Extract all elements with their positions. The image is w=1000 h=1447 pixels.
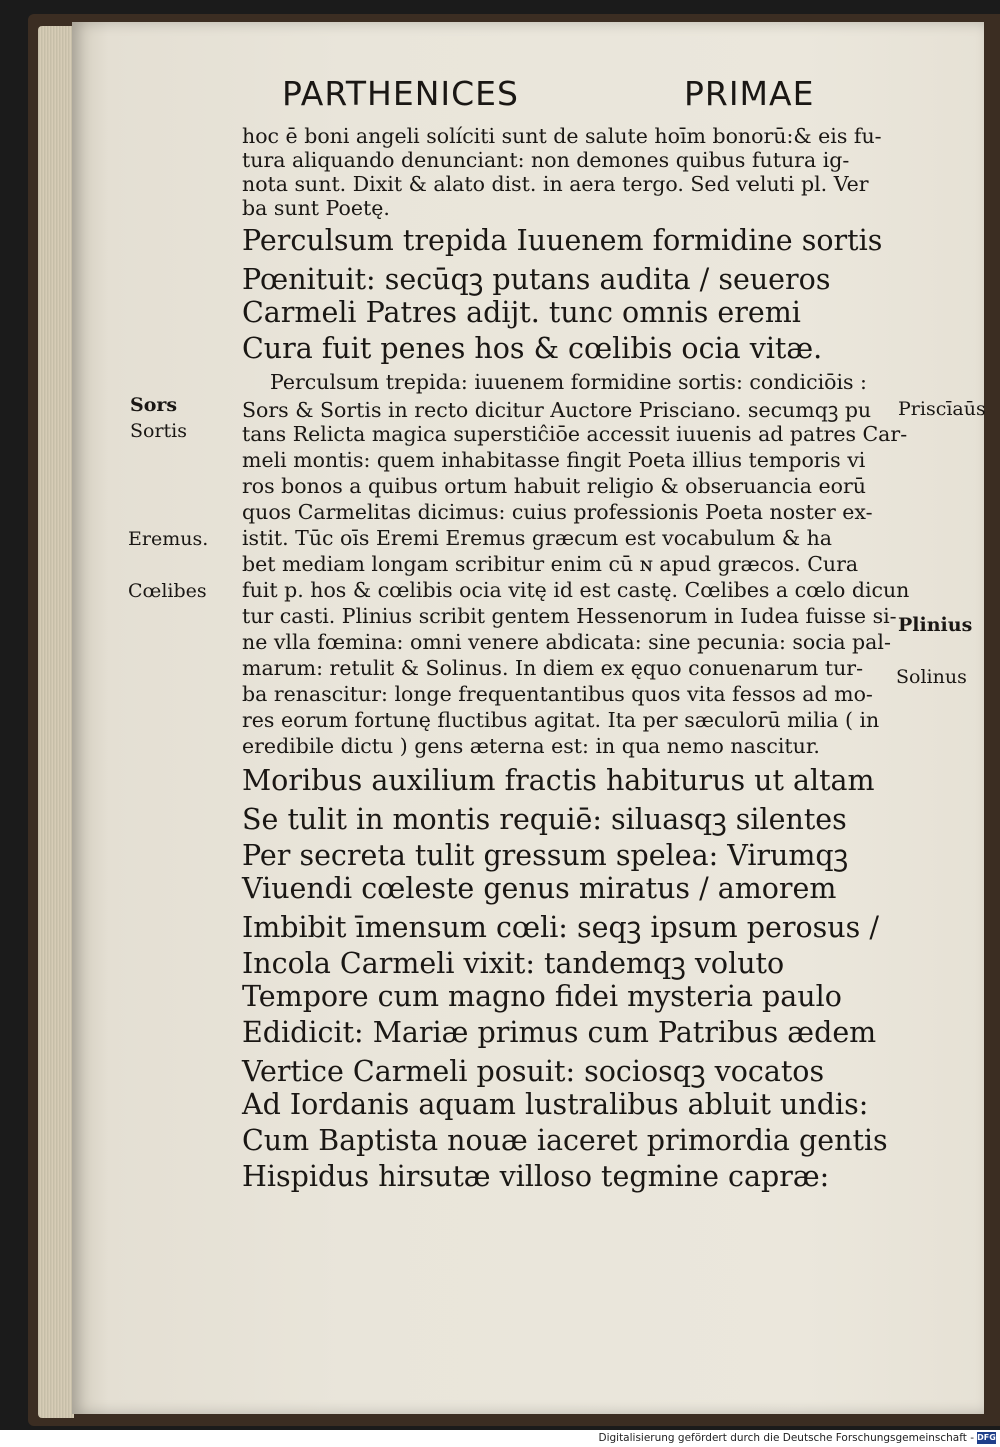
- commentary-line: quos Carmelitas dicimus: cuius professionis Poeta noster ex-: [242, 500, 873, 524]
- verse-line: Pœnituit: secūqꝫ putans audita / seueros: [242, 263, 831, 296]
- verse-line: Ad Iordanis aquam lustralibus abluit undis:: [242, 1088, 869, 1121]
- running-head-right: PRIMAE: [684, 74, 815, 113]
- commentary-line: tur casti. Plinius scribit gentem Hessenorum in Iudea fuisse si-: [242, 604, 897, 628]
- commentary-line: bet mediam longam scribitur enim cū ɴ apud græcos. Cura: [242, 552, 859, 576]
- verse-line: Viuendi cœleste genus miratus / amorem: [242, 872, 837, 905]
- commentary-line: ba sunt Poetę.: [242, 196, 390, 220]
- funding-credit: Digitalisierung gefördert durch die Deutsche Forschungsgemeinschaft -: [598, 1432, 974, 1444]
- commentary-line: ba renascitur: longe frequentantibus quos vita fessos ad mo-: [242, 682, 873, 706]
- margin-note-right: Priscīaūs: [898, 398, 986, 420]
- commentary-line: nota sunt. Dixit & alato dist. in aera tergo. Sed veluti pl. Ver: [242, 172, 869, 196]
- commentary-line: tura aliquando denunciant: non demones quibus futura ig-: [242, 148, 850, 172]
- running-head-left: PARTHENICES: [282, 74, 519, 113]
- commentary-line: eredibile dictu ) gens æterna est: in qua nemo nascitur.: [242, 734, 820, 758]
- verse-line: Cura fuit penes hos & cœlibis ocia vitæ.: [242, 332, 823, 365]
- margin-note-left: Cœlibes: [128, 580, 207, 602]
- verse-line: Se tulit in montis requiē: siluasqꝫ silentes: [242, 803, 847, 836]
- verse-line: Carmeli Patres adijt. tunc omnis eremi: [242, 296, 801, 329]
- margin-note-right: Plinius: [898, 614, 973, 636]
- commentary-line: ne vlla fœmina: omni venere abdicata: sine pecunia: socia pal-: [242, 630, 891, 654]
- commentary-line: Perculsum trepida: iuuenem formidine sortis: condiciōis :: [270, 370, 867, 394]
- page-edges: [38, 26, 74, 1418]
- dfg-logo-icon: DFG: [977, 1433, 996, 1442]
- verse-line: Cum Baptista nouæ iaceret primordia gentis: [242, 1124, 888, 1157]
- verse-line: Per secreta tulit gressum spelea: Virumqꝫ: [242, 839, 849, 872]
- margin-note-right: Solinus: [896, 666, 967, 688]
- verse-line: Moribus auxilium fractis habiturus ut altam: [242, 764, 875, 797]
- commentary-line: meli montis: quem inhabitasse fingit Poeta illius temporis vi: [242, 448, 866, 472]
- verse-line: Vertice Carmeli posuit: sociosqꝫ vocatos: [242, 1055, 825, 1088]
- commentary-line: marum: retulit & Solinus. In diem ex ęquo conuenarum tur-: [242, 656, 864, 680]
- commentary-line: hoc ē boni angeli solíciti sunt de salute hoīm bonorū:& eis fu-: [242, 124, 882, 148]
- margin-note-left: Eremus.: [128, 528, 209, 550]
- commentary-line: ros bonos a quibus ortum habuit religio & obseruancia eorū: [242, 474, 866, 498]
- verse-line: Hispidus hirsutæ villoso tegmine capræ:: [242, 1160, 830, 1193]
- verse-line: Incola Carmeli vixit: tandemqꝫ voluto: [242, 947, 785, 980]
- commentary-line: fuit p. hos & cœlibis ocia vitę id est castę. Cœlibes a cœlo dicun: [242, 578, 910, 602]
- commentary-line: Sors & Sortis in recto dicitur Auctore Prisciano. secumqꝫ pu: [242, 398, 872, 422]
- verse-line: Tempore cum magno fidei mysteria paulo: [242, 980, 842, 1013]
- verse-line: Perculsum trepida Iuuenem formidine sortis: [242, 224, 883, 257]
- verse-line: Imbibit īmensum cœli: seqꝫ ipsum perosus /: [242, 911, 879, 944]
- commentary-line: istit. Tūc oīs Eremi Eremus græcum est vocabulum & ha: [242, 526, 833, 550]
- margin-note-left: Sors: [130, 394, 178, 416]
- verse-line: Edidicit: Mariæ primus cum Patribus ædem: [242, 1016, 877, 1049]
- commentary-line: res eorum fortunę fluctibus agitat. Ita per sæculorū milia ( in: [242, 708, 880, 732]
- commentary-line: tans Relicta magica superstiĉiōe accessit iuuenis ad patres Car-: [242, 422, 908, 446]
- margin-note-left: Sortis: [130, 420, 187, 442]
